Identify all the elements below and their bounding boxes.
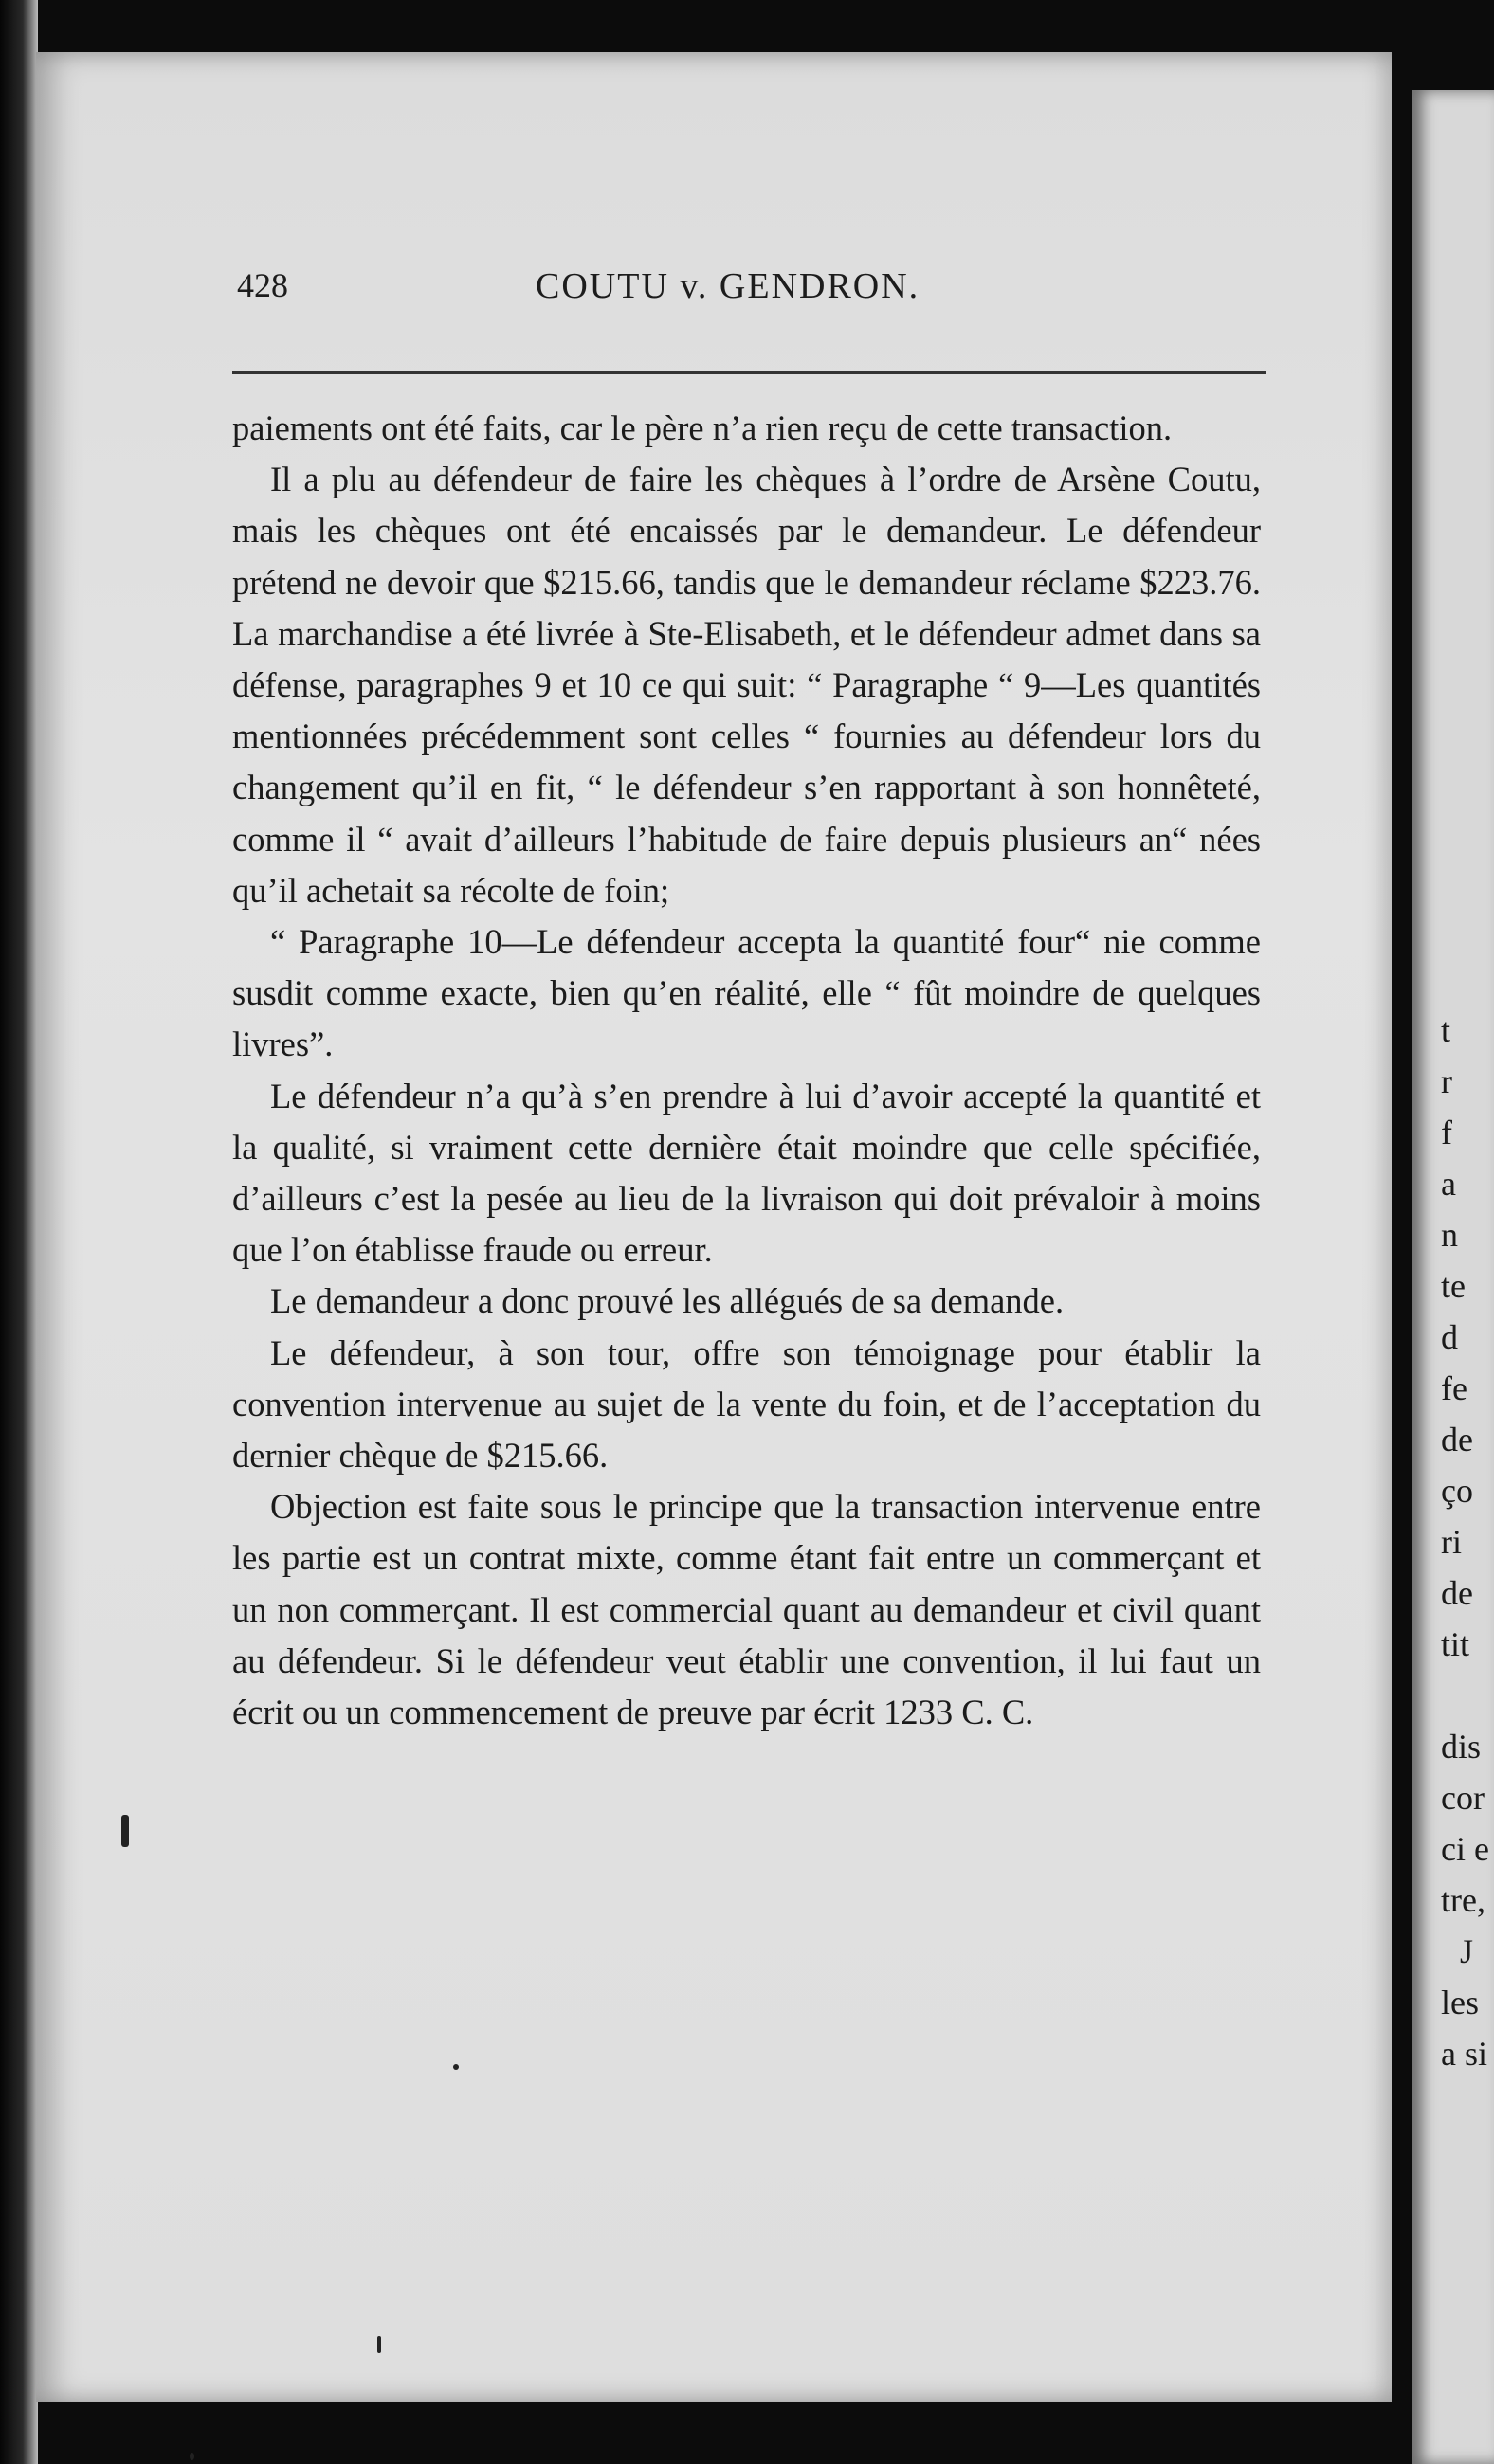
running-title: COUTU v. GENDRON.	[536, 266, 920, 306]
page-number: 428	[237, 266, 288, 304]
facing-fragment: de	[1441, 1421, 1473, 1458]
facing-fragment: dis	[1441, 1728, 1482, 1766]
facing-fragment: r	[1441, 1062, 1452, 1100]
facing-fragment: a	[1441, 1165, 1456, 1203]
paragraph: Le défendeur n’a qu’à s’en prendre à lui d’avoir accepté la quantité et la qualité, si vraiment cette dernière était moindre que celle spécifiée, d’ailleurs c’est la pesée au lieu de la livraison qui doit prévaloir à moins que l’on établisse fraude ou erreur.	[232, 1076, 1261, 1270]
facing-fragment: f	[1441, 1114, 1452, 1151]
facing-page-fragments	[1412, 1005, 1494, 2079]
facing-fragment: ci e	[1441, 1830, 1489, 1868]
facing-fragment: tit	[1441, 1625, 1470, 1663]
paragraph: Le défendeur, à son tour, offre son témoignage pour établir la convention intervenue au sujet de la vente du foin, et de l’acceptation du dernier chèque de $215.66.	[232, 1332, 1261, 1476]
facing-fragment: a si	[1441, 2035, 1487, 2073]
body-text	[232, 403, 1261, 1738]
facing-fragment: de	[1441, 1574, 1473, 1612]
book-spine	[0, 0, 38, 2464]
facing-fragment: d	[1441, 1318, 1458, 1356]
facing-fragment: tre,	[1441, 1881, 1485, 1919]
page-header	[199, 265, 1261, 322]
facing-fragment: les	[1441, 1984, 1479, 2021]
facing-fragment: t	[1441, 1011, 1451, 1049]
facing-fragment: ço	[1441, 1472, 1473, 1510]
paragraph: Le demandeur a donc prouvé les allégués de sa demande.	[270, 1281, 1065, 1321]
paragraph: Objection est faite sous le principe que la transaction intervenue entre les partie est un contrat mixte, comme étant fait entre un commerçant et un non commerçant. Il est commercial quant au demandeur et civil quant au défendeur. Si le défendeur veut établir une convention, il lui faut un écrit ou un commencement de preuve par écrit 1233 C. C.	[232, 1487, 1261, 1732]
facing-fragment: fe	[1441, 1369, 1467, 1407]
header-rule	[232, 371, 1266, 374]
paragraph: paiements ont été faits, car le père n’a rien reçu de cette transaction.	[232, 408, 1173, 447]
facing-fragment: te	[1441, 1267, 1466, 1305]
facing-fragment: cor	[1441, 1779, 1485, 1817]
facing-fragment: n	[1441, 1216, 1458, 1254]
ink-speck	[453, 2064, 459, 2070]
paragraph: “ Paragraphe 10—Le défendeur accepta la quantité four“ nie comme susdit comme exacte, bien qu’en réalité, elle “ fût moindre de quelques livres”.	[232, 922, 1261, 1064]
facing-fragment: ri	[1441, 1523, 1462, 1561]
facing-fragment	[1441, 1670, 1494, 1721]
facing-fragment: J	[1460, 1932, 1474, 1970]
facing-page-edge	[1412, 90, 1494, 2464]
ink-speck	[190, 2453, 194, 2460]
ink-speck	[121, 1815, 129, 1847]
paragraph: Il a plu au défendeur de faire les chèques à l’ordre de Arsène Coutu, mais les chèques ont été encaissés par le demandeur. Le défendeur prétend ne devoir que $215.66, tandis que le demandeur réclame $223.76. La marchandise a été livrée à Ste-Elisabeth, et le défendeur admet dans sa défense, paragraphes 9 et 10 ce qui suit: “ Paragraphe “ 9—Les quantités mentionnées précédemment sont celles “ fournies au défendeur lors du changement qu’il en fit, “ le défendeur s’en rapportant à son honnêteté, comme il “ avait d’ailleurs l’habitude de faire depuis plusieurs an“ nées qu’il achetait sa récolte de foin;	[232, 460, 1261, 910]
ink-speck	[377, 2336, 381, 2353]
